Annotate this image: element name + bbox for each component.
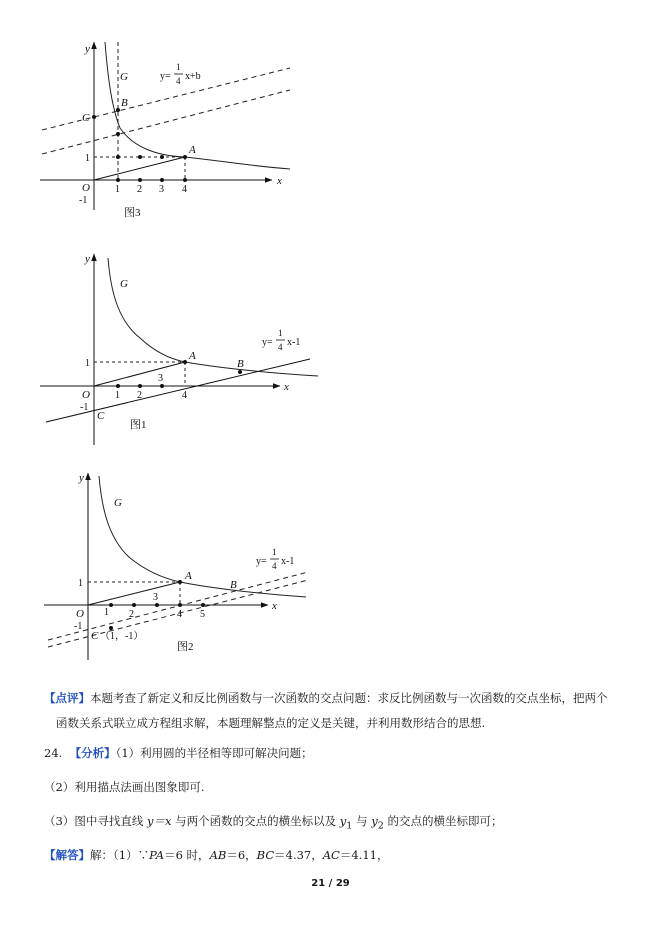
fig2-xtick-3: 3 [153, 592, 158, 603]
fig2-c-coordinates: （1，-1） [100, 631, 144, 642]
q24-analysis-3-y2: y [371, 814, 378, 828]
fig1-ytick-1: 1 [85, 358, 90, 369]
q24-analysis-3-y1-sub: 1 [346, 820, 353, 832]
q24-analysis-3d: 的交点的横坐标即可； [383, 814, 503, 828]
review-text-line1: 本题考查了新定义和反比例函数与一次函数的交点问题：求反比例函数与一次函数的交点坐标，把两个 [90, 691, 608, 705]
q24-analysis-3a: （3）图中寻找直线 [44, 814, 147, 828]
fig3-eq-num: 1 [176, 62, 181, 72]
fig1-xtick-2: 2 [137, 390, 142, 401]
fig1-point-x2 [138, 384, 142, 388]
fig3-ytick-neg1: -1 [79, 195, 88, 206]
fig1-xtick-3: 3 [158, 373, 163, 384]
q24-analysis-3b: 与两个函数的交点的横坐标以及 [171, 814, 340, 828]
q24-answer-tag: 【解答】 [44, 848, 90, 862]
fig1-point-x1 [116, 384, 120, 388]
fig2-segment-oa [88, 582, 180, 605]
fig3-point-a [183, 155, 187, 159]
fig3-point-x4 [183, 178, 187, 182]
fig3-dashed-line-lower [42, 90, 290, 154]
fig1-y-label: y [85, 253, 90, 265]
fig1-eq-num: 1 [278, 328, 283, 338]
fig3-point-162-157 [160, 155, 164, 159]
q24-number: 24. [44, 746, 63, 760]
fig2-point-a [178, 580, 182, 584]
fig1-c-label: C [97, 410, 105, 422]
fig1-b-label: B [237, 358, 244, 370]
fig2-c-label: C [91, 630, 99, 642]
q24-answer-line1 [44, 847, 388, 863]
fig1-curve-g [108, 258, 318, 376]
q24-answer-d: ＝4.37， [274, 848, 323, 862]
fig2-eq-den: 4 [272, 561, 277, 571]
fig2-g-label: G [114, 497, 122, 509]
fig3-a-label: A [189, 144, 196, 156]
q24-analysis-3c: 与 [352, 814, 372, 828]
q24-answer-e: ＝4.11， [339, 848, 389, 862]
fig1-point-x3 [160, 384, 164, 388]
q24-analysis-3-math: y＝x [146, 814, 172, 828]
fig2-x-label: x [272, 600, 277, 612]
fig3-caption: 图3 [124, 207, 141, 219]
fig3-xtick-2: 2 [137, 184, 142, 195]
fig3-eq-prefix: y= [160, 71, 171, 82]
page-number [0, 878, 661, 889]
fig2-point-c [109, 626, 113, 630]
fig1-segment-oa [94, 362, 185, 386]
fig3-point-118-134 [116, 132, 120, 136]
fig2-a-label: A [185, 570, 192, 582]
q24-answer-c: ＝6， [226, 848, 257, 862]
fig1-eq-prefix: y= [262, 337, 273, 348]
fig3-x-label: x [277, 175, 282, 187]
q24-answer-ab: AB [209, 848, 227, 862]
fig3-xtick-1: 1 [115, 184, 120, 195]
fig2-eq-prefix: y= [256, 556, 267, 567]
q24-analysis-line2 [44, 779, 204, 795]
q24-answer-b: ＝6 时， [164, 848, 210, 862]
q24-analysis-line3 [44, 813, 502, 834]
fig1-eq-suffix: x-1 [287, 337, 301, 348]
fig3-curve-g [105, 42, 290, 169]
fig1-xtick-4: 4 [182, 390, 187, 401]
fig2-point-x4 [178, 603, 182, 607]
fig3-y-label: y [85, 43, 90, 55]
q24-analysis-1: （1）利用圆的半径相等即可解决问题； [115, 746, 313, 760]
q24-analysis-line1 [44, 745, 313, 761]
fig2-caption: 图2 [177, 641, 194, 653]
fig2-curve-g [99, 476, 306, 597]
fig1-point-b [238, 370, 242, 374]
figure-1 [40, 253, 318, 445]
fig3-point-x1 [116, 178, 120, 182]
fig1-a-label: A [189, 350, 196, 362]
figure-2 [44, 472, 308, 660]
fig2-xtick-2: 2 [129, 609, 134, 620]
q24-answer-ac: AC [322, 848, 340, 862]
q24-analysis-3-y1: y [339, 814, 347, 828]
q24-analysis-tag: 【分析】 [69, 746, 116, 760]
fig2-eq-num: 1 [272, 547, 277, 557]
review-tag: 【点评】 [44, 691, 90, 705]
fig2-b-label: B [230, 579, 237, 591]
fig1-caption: 图1 [130, 419, 147, 431]
fig2-xtick-5: 5 [200, 609, 205, 620]
fig3-point-118-157 [116, 155, 120, 159]
fig1-eq-den: 4 [278, 342, 283, 352]
page-current: 21 [311, 878, 326, 889]
fig2-point-x2 [132, 603, 136, 607]
fig2-eq-suffix: x-1 [281, 556, 295, 567]
fig3-segment-oa [94, 157, 185, 180]
review-paragraph-line2 [56, 715, 485, 731]
review-text-line2: 函数关系式联立成方程组求解，本题理解整点的定义是关键，并利用数形结合的思想. [56, 716, 486, 730]
fig2-xtick-1: 1 [104, 607, 109, 618]
fig3-point-x3 [160, 178, 164, 182]
fig2-point-x5 [201, 603, 205, 607]
fig3-point-x2 [138, 178, 142, 182]
fig3-xtick-4: 4 [182, 184, 187, 195]
fig2-y-label: y [79, 472, 84, 484]
fig1-g-label: G [120, 278, 128, 290]
fig3-o-label: O [82, 182, 90, 194]
fig3-point-b [116, 108, 120, 112]
page-separator: / [325, 878, 336, 889]
fig3-point-140-157 [138, 155, 142, 159]
fig2-xtick-4: 4 [177, 609, 182, 620]
fig1-o-label: O [82, 389, 90, 401]
q24-analysis-2: （2）利用描点法画出图象即可. [44, 780, 205, 794]
fig3-c-label: C [82, 112, 90, 124]
fig3-b-label: B [121, 97, 128, 109]
fig3-eq-den: 4 [176, 76, 181, 86]
fig3-ytick-1: 1 [85, 153, 90, 164]
q24-answer-a: 解：（1）∵ [90, 848, 150, 862]
review-paragraph-line1 [44, 690, 608, 706]
fig3-xtick-3: 3 [159, 184, 164, 195]
q24-answer-pa: PA [149, 848, 165, 862]
page-total: 29 [335, 878, 350, 889]
fig2-o-label: O [76, 608, 84, 620]
fig2-ytick-neg1: -1 [74, 621, 83, 632]
fig1-x-label: x [284, 381, 289, 393]
q24-analysis-3-y2-sub: 2 [377, 820, 384, 832]
fig2-ytick-1: 1 [78, 578, 83, 589]
fig1-ytick-neg1: -1 [80, 402, 89, 413]
figure-3 [40, 42, 290, 219]
fig2-point-x3 [155, 603, 159, 607]
fig3-point-c [92, 115, 96, 119]
fig1-xtick-1: 1 [115, 390, 120, 401]
fig3-g-label: G [120, 71, 128, 83]
fig2-point-x1 [109, 603, 113, 607]
fig1-point-a [183, 360, 187, 364]
fig3-eq-suffix: x+b [185, 71, 201, 82]
q24-answer-bc: BC [256, 848, 275, 862]
